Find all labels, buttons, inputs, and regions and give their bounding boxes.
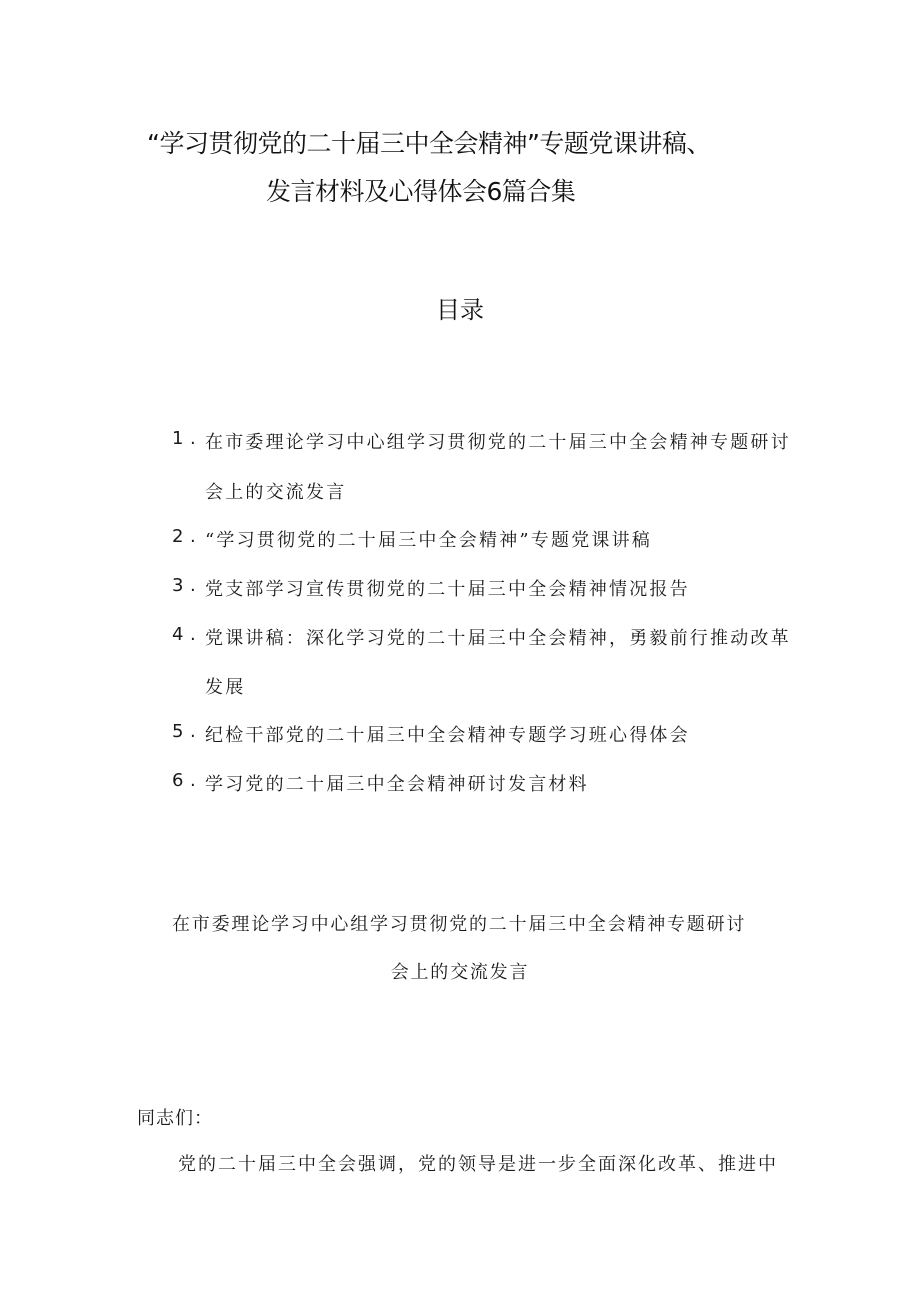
toc-item-4-number: 4: [172, 624, 184, 645]
toc-item-2-number: 2: [172, 526, 184, 547]
toc-item-2-line-1[interactable]: “学习贯彻党的二十届三中全会精神”专题党课讲稿: [205, 530, 653, 551]
toc-item-5-dot: .: [190, 721, 196, 742]
toc-item-6-number: 6: [172, 770, 184, 791]
toc-item-6-dot: .: [190, 770, 196, 791]
toc-item-5-line-1[interactable]: 纪检干部党的二十届三中全会精神专题学习班心得体会: [205, 725, 690, 746]
toc-item-3-dot: .: [190, 575, 196, 596]
toc-item-1-line-2[interactable]: 会上的交流发言: [205, 482, 347, 503]
toc-item-4-line-1[interactable]: 党课讲稿：深化学习党的二十届三中全会精神，勇毅前行推动改革: [205, 628, 791, 649]
body-paragraph: 党的二十届三中全会强调，党的领导是进一步全面深化改革、推进中: [178, 1154, 778, 1175]
toc-item-1-number: 1: [172, 428, 184, 449]
toc-item-3-line-1[interactable]: 党支部学习宣传贯彻党的二十届三中全会精神情况报告: [205, 579, 690, 600]
toc-item-3-number: 3: [172, 575, 184, 596]
toc-item-2-dot: .: [190, 526, 196, 547]
section-title-line-2: 会上的交流发言: [390, 962, 530, 983]
salutation: 同志们：: [137, 1108, 213, 1129]
toc-item-1-dot: .: [190, 428, 196, 449]
document-title-line-1: “学习贯彻党的二十届三中全会精神”专题党课讲稿、: [147, 129, 711, 158]
section-title-line-1: 在市委理论学习中心组学习贯彻党的二十届三中全会精神专题研讨: [172, 914, 747, 935]
toc-item-4-dot: .: [190, 624, 196, 645]
toc-item-5-number: 5: [172, 721, 184, 742]
toc-heading: 目录: [436, 296, 484, 324]
toc-item-4-line-2[interactable]: 发展: [205, 677, 246, 698]
toc-item-1-line-1[interactable]: 在市委理论学习中心组学习贯彻党的二十届三中全会精神专题研讨: [205, 432, 791, 453]
toc-item-6-line-1[interactable]: 学习党的二十届三中全会精神研讨发言材料: [205, 774, 589, 795]
document-title-line-2: 发言材料及心得体会6篇合集: [266, 177, 576, 206]
